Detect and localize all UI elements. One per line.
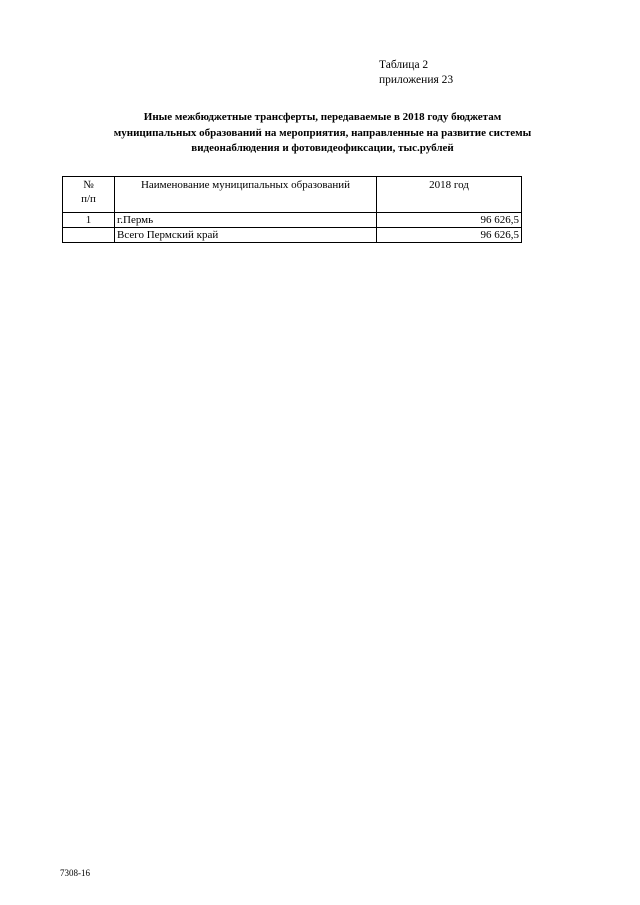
municipality-name: г.Пермь: [115, 213, 377, 228]
table-header-row: [63, 177, 522, 213]
annex-table-number: Таблица 2: [379, 59, 429, 71]
transfer-amount: 96 626,5: [377, 213, 522, 228]
annex-reference: [379, 58, 453, 88]
total-row-number: [63, 228, 115, 243]
total-amount: 96 626,5: [377, 228, 522, 243]
header-row-number-abbr: п/п: [81, 193, 96, 205]
header-year: 2018 год: [377, 177, 522, 213]
row-number: 1: [63, 213, 115, 228]
total-label: Всего Пермский край: [115, 228, 377, 243]
table-row: [63, 213, 522, 228]
annex-appendix-number: приложения 23: [379, 74, 454, 86]
header-municipality-name: Наименование муниципальных образований: [115, 177, 377, 213]
document-title-line: Иные межбюджетные трансферты, передаваемые в 2018 году бюджетам: [143, 111, 502, 123]
document-title-line: муниципальных образований на мероприятия, направленные на развитие системы: [113, 126, 532, 139]
table-total-row: [63, 228, 522, 243]
document-code: 7308-16: [60, 868, 90, 878]
document-title-line: видеонаблюдения и фотовидеофиксации, тыс.рублей: [191, 142, 454, 154]
transfers-table: [62, 176, 522, 243]
header-row-number: [63, 177, 115, 213]
document-title: [40, 110, 605, 157]
header-row-number-sign: №: [83, 179, 94, 191]
